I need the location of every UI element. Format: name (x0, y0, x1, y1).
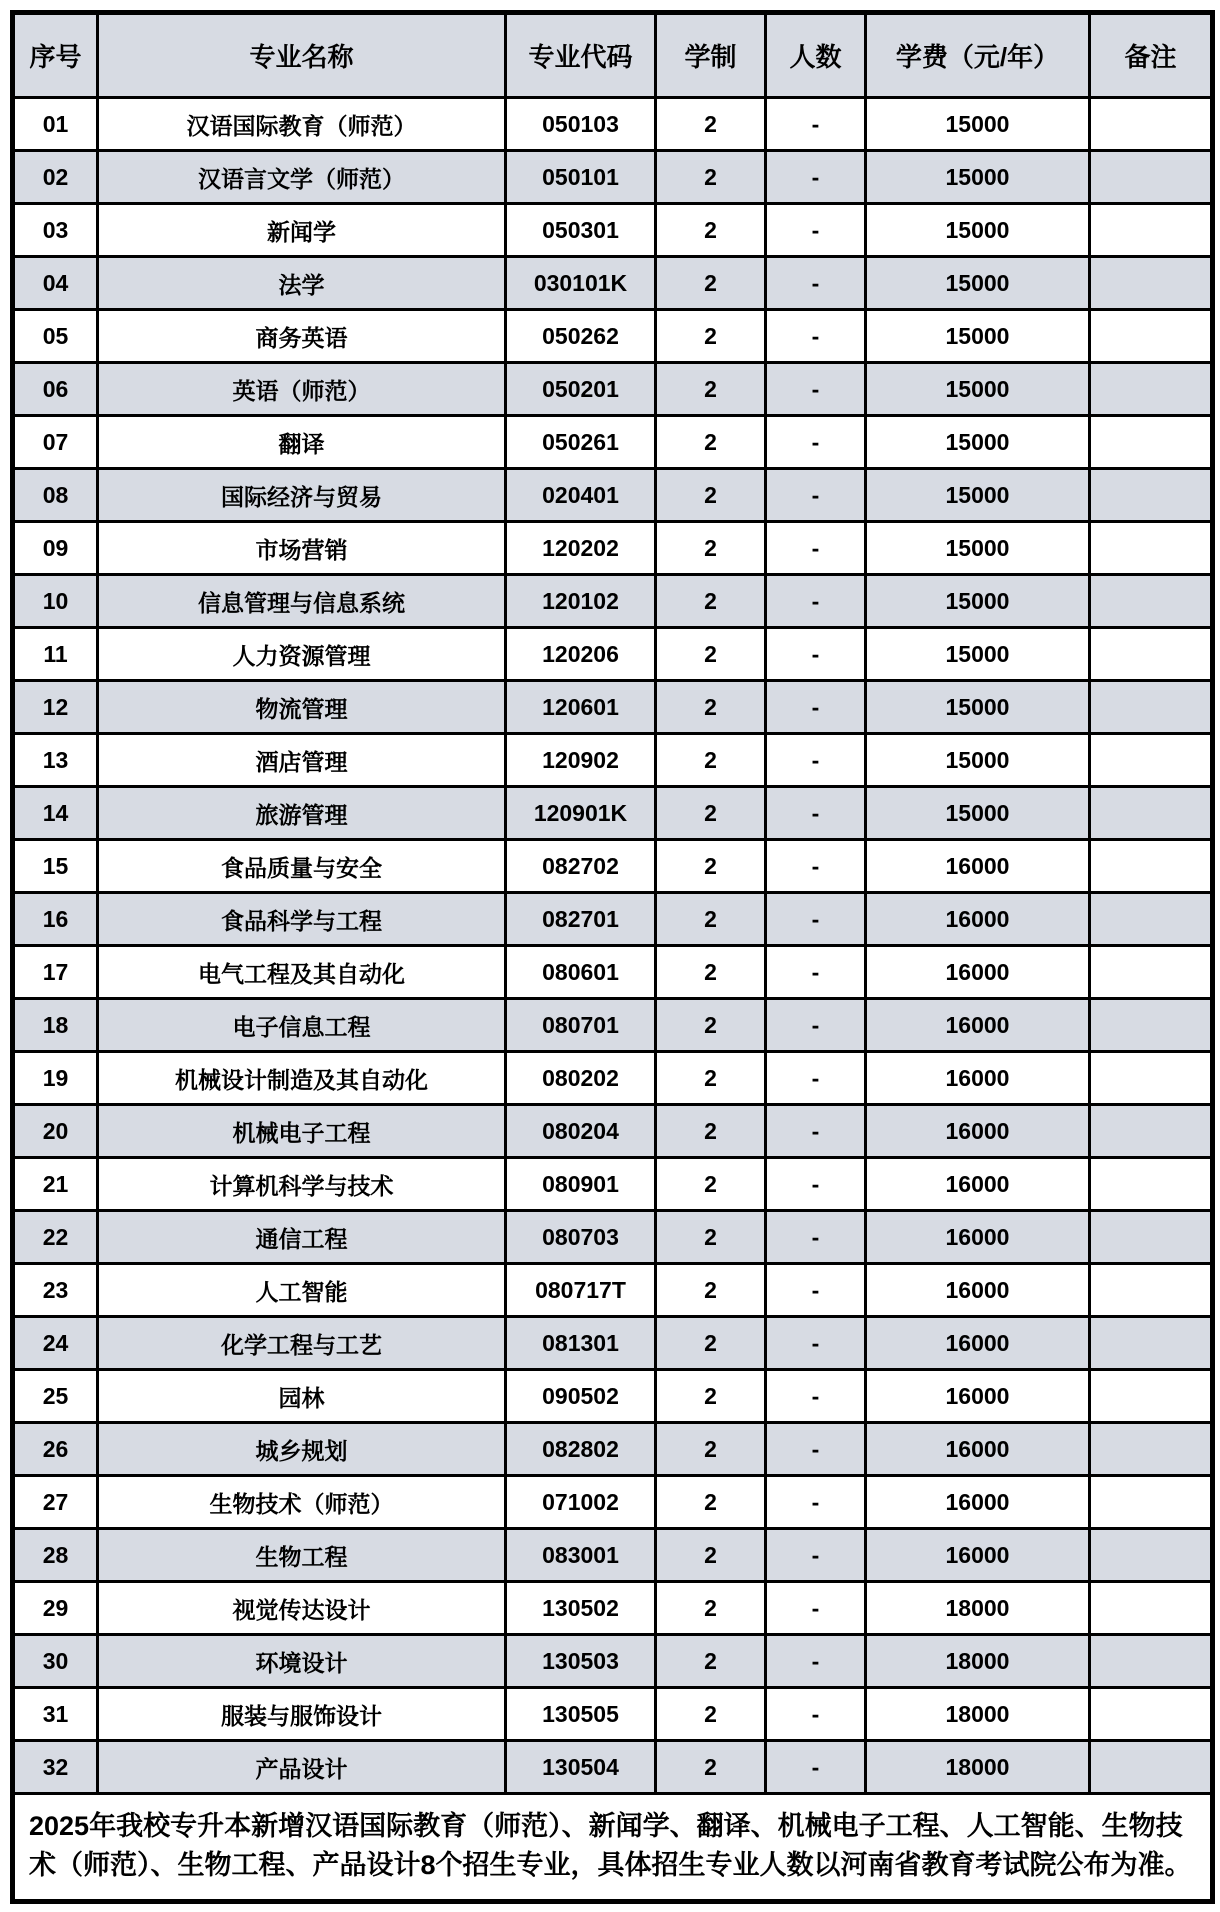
cell-major-code: 080202 (506, 1052, 656, 1105)
cell-tuition: 15000 (866, 469, 1090, 522)
cell-major-code: 082802 (506, 1423, 656, 1476)
table-row (13, 1264, 1213, 1317)
cell-tuition: 15000 (866, 98, 1090, 151)
cell-duration: 2 (656, 734, 766, 787)
table-row (13, 310, 1213, 363)
cell-major-code: 080717T (506, 1264, 656, 1317)
cell-major-code: 081301 (506, 1317, 656, 1370)
cell-major-name: 国际经济与贸易 (98, 469, 506, 522)
cell-major-code: 080701 (506, 999, 656, 1052)
cell-count: - (766, 681, 866, 734)
cell-count: - (766, 310, 866, 363)
cell-no: 04 (13, 257, 98, 310)
cell-major-name: 英语（师范） (98, 363, 506, 416)
cell-major-name: 旅游管理 (98, 787, 506, 840)
cell-duration: 2 (656, 151, 766, 204)
cell-major-name: 生物工程 (98, 1529, 506, 1582)
cell-no: 11 (13, 628, 98, 681)
cell-tuition: 15000 (866, 151, 1090, 204)
cell-count: - (766, 257, 866, 310)
cell-tuition: 16000 (866, 1476, 1090, 1529)
cell-note (1090, 734, 1213, 787)
cell-count: - (766, 1211, 866, 1264)
cell-note (1090, 787, 1213, 840)
cell-note (1090, 204, 1213, 257)
cell-count: - (766, 1741, 866, 1794)
cell-major-name: 法学 (98, 257, 506, 310)
cell-no: 25 (13, 1370, 98, 1423)
table-row (13, 1105, 1213, 1158)
table-row (13, 469, 1213, 522)
cell-note (1090, 575, 1213, 628)
cell-count: - (766, 628, 866, 681)
table-row (13, 1317, 1213, 1370)
cell-major-name: 生物技术（师范） (98, 1476, 506, 1529)
table-row (13, 98, 1213, 151)
cell-major-code: 050262 (506, 310, 656, 363)
cell-count: - (766, 1635, 866, 1688)
cell-no: 09 (13, 522, 98, 575)
cell-note (1090, 1211, 1213, 1264)
cell-major-name: 机械设计制造及其自动化 (98, 1052, 506, 1105)
cell-tuition: 16000 (866, 946, 1090, 999)
cell-major-name: 人力资源管理 (98, 628, 506, 681)
cell-duration: 2 (656, 575, 766, 628)
table-row (13, 999, 1213, 1052)
cell-tuition: 16000 (866, 893, 1090, 946)
cell-no: 10 (13, 575, 98, 628)
cell-major-code: 050261 (506, 416, 656, 469)
cell-duration: 2 (656, 522, 766, 575)
header-row (13, 13, 1213, 98)
cell-duration: 2 (656, 681, 766, 734)
cell-major-code: 080204 (506, 1105, 656, 1158)
cell-count: - (766, 1158, 866, 1211)
cell-duration: 2 (656, 628, 766, 681)
cell-duration: 2 (656, 469, 766, 522)
cell-major-name: 电子信息工程 (98, 999, 506, 1052)
cell-major-name: 产品设计 (98, 1741, 506, 1794)
cell-note (1090, 628, 1213, 681)
cell-tuition: 16000 (866, 840, 1090, 893)
cell-count: - (766, 1688, 866, 1741)
cell-tuition: 15000 (866, 257, 1090, 310)
cell-note (1090, 522, 1213, 575)
cell-note (1090, 1317, 1213, 1370)
cell-major-name: 食品科学与工程 (98, 893, 506, 946)
cell-no: 21 (13, 1158, 98, 1211)
cell-major-name: 环境设计 (98, 1635, 506, 1688)
cell-count: - (766, 1476, 866, 1529)
cell-note (1090, 1370, 1213, 1423)
cell-duration: 2 (656, 1158, 766, 1211)
cell-duration: 2 (656, 1688, 766, 1741)
cell-note (1090, 416, 1213, 469)
table-row (13, 1370, 1213, 1423)
footer-note: 2025年我校专升本新增汉语国际教育（师范）、新闻学、翻译、机械电子工程、人工智能、生物技术（师范）、生物工程、产品设计8个招生专业，具体招生专业人数以河南省教育考试院公布为准。 (13, 1794, 1213, 1902)
cell-duration: 2 (656, 1741, 766, 1794)
cell-major-name: 人工智能 (98, 1264, 506, 1317)
table-row (13, 946, 1213, 999)
enrollment-majors-table (10, 10, 1215, 1904)
cell-no: 22 (13, 1211, 98, 1264)
cell-tuition: 15000 (866, 628, 1090, 681)
header-no: 序号 (13, 13, 98, 98)
cell-no: 17 (13, 946, 98, 999)
cell-count: - (766, 1105, 866, 1158)
cell-duration: 2 (656, 1264, 766, 1317)
cell-note (1090, 1423, 1213, 1476)
cell-count: - (766, 1582, 866, 1635)
cell-note (1090, 363, 1213, 416)
cell-no: 24 (13, 1317, 98, 1370)
cell-tuition: 15000 (866, 575, 1090, 628)
table-row (13, 1211, 1213, 1264)
table-row (13, 787, 1213, 840)
cell-note (1090, 257, 1213, 310)
header-major-name: 专业名称 (98, 13, 506, 98)
cell-tuition: 18000 (866, 1688, 1090, 1741)
table-row (13, 1423, 1213, 1476)
cell-note (1090, 681, 1213, 734)
cell-count: - (766, 522, 866, 575)
cell-major-name: 酒店管理 (98, 734, 506, 787)
cell-major-name: 视觉传达设计 (98, 1582, 506, 1635)
cell-count: - (766, 204, 866, 257)
table-row (13, 628, 1213, 681)
cell-count: - (766, 893, 866, 946)
cell-major-code: 050103 (506, 98, 656, 151)
cell-no: 03 (13, 204, 98, 257)
table-footer (13, 1794, 1213, 1902)
cell-major-name: 商务英语 (98, 310, 506, 363)
cell-note (1090, 310, 1213, 363)
table-row (13, 522, 1213, 575)
cell-count: - (766, 416, 866, 469)
cell-no: 16 (13, 893, 98, 946)
cell-major-name: 市场营销 (98, 522, 506, 575)
cell-note (1090, 1688, 1213, 1741)
cell-duration: 2 (656, 1529, 766, 1582)
cell-major-code: 120601 (506, 681, 656, 734)
cell-major-code: 080901 (506, 1158, 656, 1211)
cell-tuition: 15000 (866, 310, 1090, 363)
cell-major-code: 030101K (506, 257, 656, 310)
cell-no: 23 (13, 1264, 98, 1317)
cell-tuition: 16000 (866, 1317, 1090, 1370)
cell-note (1090, 469, 1213, 522)
header-tuition: 学费（元/年） (866, 13, 1090, 98)
cell-tuition: 15000 (866, 363, 1090, 416)
cell-tuition: 15000 (866, 522, 1090, 575)
cell-note (1090, 946, 1213, 999)
cell-note (1090, 1582, 1213, 1635)
cell-major-code: 130504 (506, 1741, 656, 1794)
cell-count: - (766, 363, 866, 416)
cell-no: 32 (13, 1741, 98, 1794)
table-row (13, 1688, 1213, 1741)
cell-duration: 2 (656, 1052, 766, 1105)
cell-major-code: 050301 (506, 204, 656, 257)
table-row (13, 1529, 1213, 1582)
table-row (13, 363, 1213, 416)
cell-count: - (766, 734, 866, 787)
cell-major-code: 130502 (506, 1582, 656, 1635)
cell-tuition: 16000 (866, 1052, 1090, 1105)
cell-note (1090, 840, 1213, 893)
cell-count: - (766, 946, 866, 999)
cell-major-name: 翻译 (98, 416, 506, 469)
cell-count: - (766, 1317, 866, 1370)
cell-major-name: 机械电子工程 (98, 1105, 506, 1158)
cell-note (1090, 98, 1213, 151)
cell-major-name: 园林 (98, 1370, 506, 1423)
cell-major-code: 090502 (506, 1370, 656, 1423)
cell-no: 31 (13, 1688, 98, 1741)
cell-no: 02 (13, 151, 98, 204)
cell-count: - (766, 575, 866, 628)
header-note: 备注 (1090, 13, 1213, 98)
cell-no: 14 (13, 787, 98, 840)
cell-duration: 2 (656, 787, 766, 840)
cell-duration: 2 (656, 999, 766, 1052)
cell-no: 30 (13, 1635, 98, 1688)
cell-major-name: 物流管理 (98, 681, 506, 734)
table-header (13, 13, 1213, 98)
header-duration: 学制 (656, 13, 766, 98)
cell-count: - (766, 1423, 866, 1476)
cell-tuition: 18000 (866, 1582, 1090, 1635)
header-major-code: 专业代码 (506, 13, 656, 98)
cell-count: - (766, 1264, 866, 1317)
cell-no: 06 (13, 363, 98, 416)
cell-tuition: 18000 (866, 1741, 1090, 1794)
cell-major-name: 通信工程 (98, 1211, 506, 1264)
cell-major-code: 120902 (506, 734, 656, 787)
cell-tuition: 15000 (866, 416, 1090, 469)
cell-no: 05 (13, 310, 98, 363)
cell-no: 18 (13, 999, 98, 1052)
cell-tuition: 16000 (866, 1211, 1090, 1264)
cell-major-code: 020401 (506, 469, 656, 522)
cell-tuition: 16000 (866, 1264, 1090, 1317)
cell-tuition: 16000 (866, 999, 1090, 1052)
table-row (13, 575, 1213, 628)
cell-duration: 2 (656, 1635, 766, 1688)
table-row (13, 1476, 1213, 1529)
cell-duration: 2 (656, 204, 766, 257)
cell-note (1090, 1052, 1213, 1105)
cell-major-code: 120901K (506, 787, 656, 840)
cell-major-code: 080703 (506, 1211, 656, 1264)
table-row (13, 204, 1213, 257)
cell-no: 27 (13, 1476, 98, 1529)
cell-major-code: 080601 (506, 946, 656, 999)
cell-no: 08 (13, 469, 98, 522)
cell-duration: 2 (656, 98, 766, 151)
cell-duration: 2 (656, 1476, 766, 1529)
cell-note (1090, 151, 1213, 204)
footer-row (13, 1794, 1213, 1902)
table-row (13, 1052, 1213, 1105)
cell-count: - (766, 1529, 866, 1582)
cell-duration: 2 (656, 1317, 766, 1370)
table-row (13, 151, 1213, 204)
cell-tuition: 16000 (866, 1158, 1090, 1211)
cell-duration: 2 (656, 840, 766, 893)
cell-no: 19 (13, 1052, 98, 1105)
cell-duration: 2 (656, 257, 766, 310)
cell-tuition: 15000 (866, 734, 1090, 787)
cell-major-code: 071002 (506, 1476, 656, 1529)
cell-note (1090, 1476, 1213, 1529)
cell-major-code: 130503 (506, 1635, 656, 1688)
cell-major-code: 050101 (506, 151, 656, 204)
cell-tuition: 15000 (866, 681, 1090, 734)
cell-duration: 2 (656, 310, 766, 363)
cell-tuition: 16000 (866, 1105, 1090, 1158)
cell-note (1090, 1741, 1213, 1794)
cell-duration: 2 (656, 1370, 766, 1423)
cell-note (1090, 1635, 1213, 1688)
table-row (13, 1635, 1213, 1688)
cell-duration: 2 (656, 1105, 766, 1158)
cell-tuition: 16000 (866, 1529, 1090, 1582)
cell-major-code: 120206 (506, 628, 656, 681)
cell-note (1090, 999, 1213, 1052)
cell-no: 07 (13, 416, 98, 469)
cell-count: - (766, 787, 866, 840)
cell-no: 29 (13, 1582, 98, 1635)
table-body (13, 98, 1213, 1794)
cell-no: 15 (13, 840, 98, 893)
cell-major-code: 082701 (506, 893, 656, 946)
cell-count: - (766, 98, 866, 151)
cell-major-code: 050201 (506, 363, 656, 416)
cell-duration: 2 (656, 1211, 766, 1264)
cell-count: - (766, 469, 866, 522)
cell-no: 26 (13, 1423, 98, 1476)
cell-major-name: 汉语国际教育（师范） (98, 98, 506, 151)
cell-major-code: 120102 (506, 575, 656, 628)
cell-major-name: 化学工程与工艺 (98, 1317, 506, 1370)
cell-tuition: 15000 (866, 787, 1090, 840)
table-row (13, 1582, 1213, 1635)
header-count: 人数 (766, 13, 866, 98)
cell-major-name: 汉语言文学（师范） (98, 151, 506, 204)
cell-duration: 2 (656, 363, 766, 416)
cell-major-name: 电气工程及其自动化 (98, 946, 506, 999)
table-row (13, 257, 1213, 310)
cell-major-code: 130505 (506, 1688, 656, 1741)
cell-major-name: 食品质量与安全 (98, 840, 506, 893)
cell-tuition: 16000 (866, 1370, 1090, 1423)
cell-major-code: 083001 (506, 1529, 656, 1582)
cell-note (1090, 893, 1213, 946)
cell-tuition: 18000 (866, 1635, 1090, 1688)
cell-count: - (766, 151, 866, 204)
cell-note (1090, 1529, 1213, 1582)
cell-major-name: 城乡规划 (98, 1423, 506, 1476)
cell-major-name: 信息管理与信息系统 (98, 575, 506, 628)
cell-note (1090, 1264, 1213, 1317)
table-row (13, 1741, 1213, 1794)
cell-duration: 2 (656, 1582, 766, 1635)
cell-major-code: 120202 (506, 522, 656, 575)
cell-major-name: 新闻学 (98, 204, 506, 257)
table-row (13, 416, 1213, 469)
cell-no: 12 (13, 681, 98, 734)
cell-tuition: 16000 (866, 1423, 1090, 1476)
cell-no: 28 (13, 1529, 98, 1582)
cell-count: - (766, 840, 866, 893)
cell-major-name: 服装与服饰设计 (98, 1688, 506, 1741)
cell-duration: 2 (656, 946, 766, 999)
cell-major-name: 计算机科学与技术 (98, 1158, 506, 1211)
cell-count: - (766, 999, 866, 1052)
cell-duration: 2 (656, 893, 766, 946)
table-row (13, 840, 1213, 893)
cell-note (1090, 1105, 1213, 1158)
cell-count: - (766, 1370, 866, 1423)
table-row (13, 681, 1213, 734)
cell-note (1090, 1158, 1213, 1211)
cell-count: - (766, 1052, 866, 1105)
table-row (13, 1158, 1213, 1211)
cell-no: 01 (13, 98, 98, 151)
cell-duration: 2 (656, 416, 766, 469)
table-row (13, 734, 1213, 787)
cell-tuition: 15000 (866, 204, 1090, 257)
cell-duration: 2 (656, 1423, 766, 1476)
table-row (13, 893, 1213, 946)
cell-no: 20 (13, 1105, 98, 1158)
cell-major-code: 082702 (506, 840, 656, 893)
cell-no: 13 (13, 734, 98, 787)
